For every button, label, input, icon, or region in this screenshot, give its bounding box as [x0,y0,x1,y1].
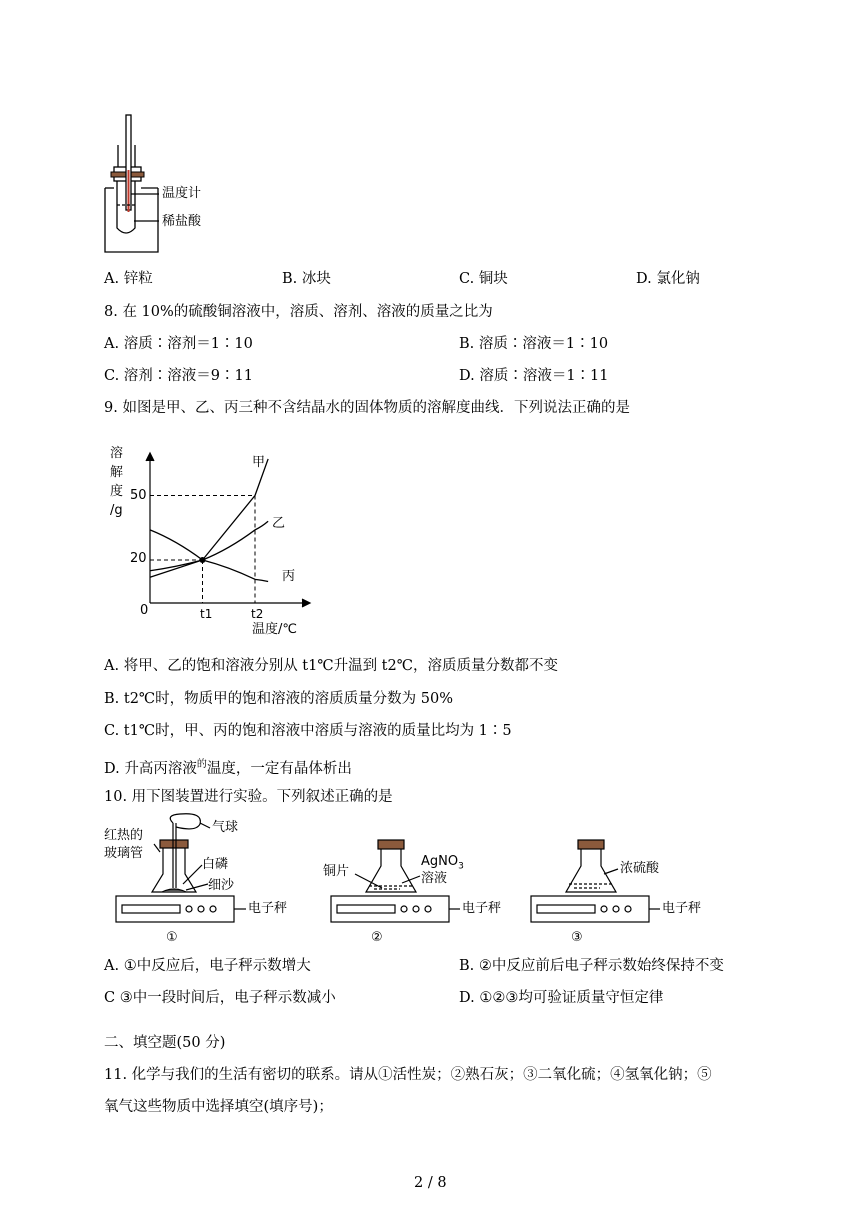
dilute-hcl-label: 稀盐酸 [162,214,202,229]
x-tick-t2: t2 [251,607,264,621]
balloon-label: 气球 [212,820,239,835]
figure-number-1: ① [166,930,178,945]
agno3-solution-label: 溶液 [421,871,448,886]
q10-option-d: D. ①②③均可验证质量守恒定律 [459,990,664,1006]
series-label-jia: 甲 [252,455,266,470]
scale-label-3: 电子秤 [662,901,702,916]
y-tick-50: 50 [130,488,147,503]
y-axis-label-4: /g [110,503,123,518]
q10-stem: 10. 用下图装置进行实验。下列叙述正确的是 [104,789,393,805]
q9-option-c: C. t1℃时，甲、丙的饱和溶液中溶质与溶液的质量比均为 1∶5 [104,723,512,739]
y-tick-20: 20 [130,551,147,566]
agno3-label: AgNO$_3$ [421,854,464,872]
fine-sand-label: 细沙 [208,878,235,893]
q8-option-a: A. 溶质∶溶剂＝1∶10 [104,336,253,352]
scale-label-1: 电子秤 [248,901,288,916]
y-axis-label-3: 度 [110,484,124,499]
q9-stem: 9. 如图是甲、乙、丙三种不含结晶水的固体物质的溶解度曲线．下列说法正确的是 [104,400,630,416]
figure-number-3: ③ [571,930,583,945]
q11-text-line-2: 氧气这些物质中选择填空(填序号)； [104,1099,333,1115]
q7-option-d: D. 氯化钠 [636,271,700,287]
series-label-bing: 丙 [282,569,296,584]
section-title: 二、填空题(50 分) [104,1035,226,1051]
white-phosphorus-label: 白磷 [202,857,229,872]
origin-label: 0 [140,603,149,618]
q8-stem: 8. 在 10%的硫酸铜溶液中，溶质、溶剂、溶液的质量之比为 [104,304,493,320]
figure-number-2: ② [371,930,383,945]
y-axis-label-1: 溶 [110,446,124,461]
x-tick-t1: t1 [200,607,213,621]
x-axis-label: 温度/℃ [252,622,297,637]
thermometer-label: 温度计 [162,186,202,201]
q8-option-c: C. 溶剂∶溶液＝9∶11 [104,368,253,384]
q7-option-b: B. 冰块 [282,271,331,287]
y-axis-label-2: 解 [110,465,124,480]
q10-option-a: A. ①中反应后，电子秤示数增大 [104,958,311,974]
q7-option-a: A. 锌粒 [104,271,153,287]
copper-sheet-label: 铜片 [323,864,350,879]
hot-glass-label-1: 红热的 [104,828,144,843]
q10-option-c: C ③中一段时间后，电子秤示数减小 [104,990,336,1006]
page-number: 2 / 8 [414,1175,447,1191]
q11-text-line-1: 11. 化学与我们的生活有密切的联系。请从①活性炭；②熟石灰；③二氧化硫；④氢氧化钠；⑤ [104,1067,712,1083]
q9-option-b: B. t2℃时，物质甲的饱和溶液的溶质质量分数为 50% [104,691,453,707]
q9-option-a: A. 将甲、乙的饱和溶液分别从 t1℃升温到 t2℃，溶质质量分数都不变 [104,658,558,674]
q10-option-b: B. ②中反应前后电子秤示数始终保持不变 [459,958,724,974]
scale-label-2: 电子秤 [462,901,502,916]
q9-option-d: D. 升高丙溶液$^的$温度，一定有晶体析出 [104,759,352,777]
q8-option-d: D. 溶质∶溶液＝1∶11 [459,368,609,384]
q8-option-b: B. 溶质∶溶液＝1∶10 [459,336,609,352]
series-label-yi: 乙 [272,516,286,531]
hot-glass-label-2: 玻璃管 [104,846,144,861]
conc-sulfuric-acid-label: 浓硫酸 [620,861,660,876]
q7-option-c: C. 铜块 [459,271,508,287]
